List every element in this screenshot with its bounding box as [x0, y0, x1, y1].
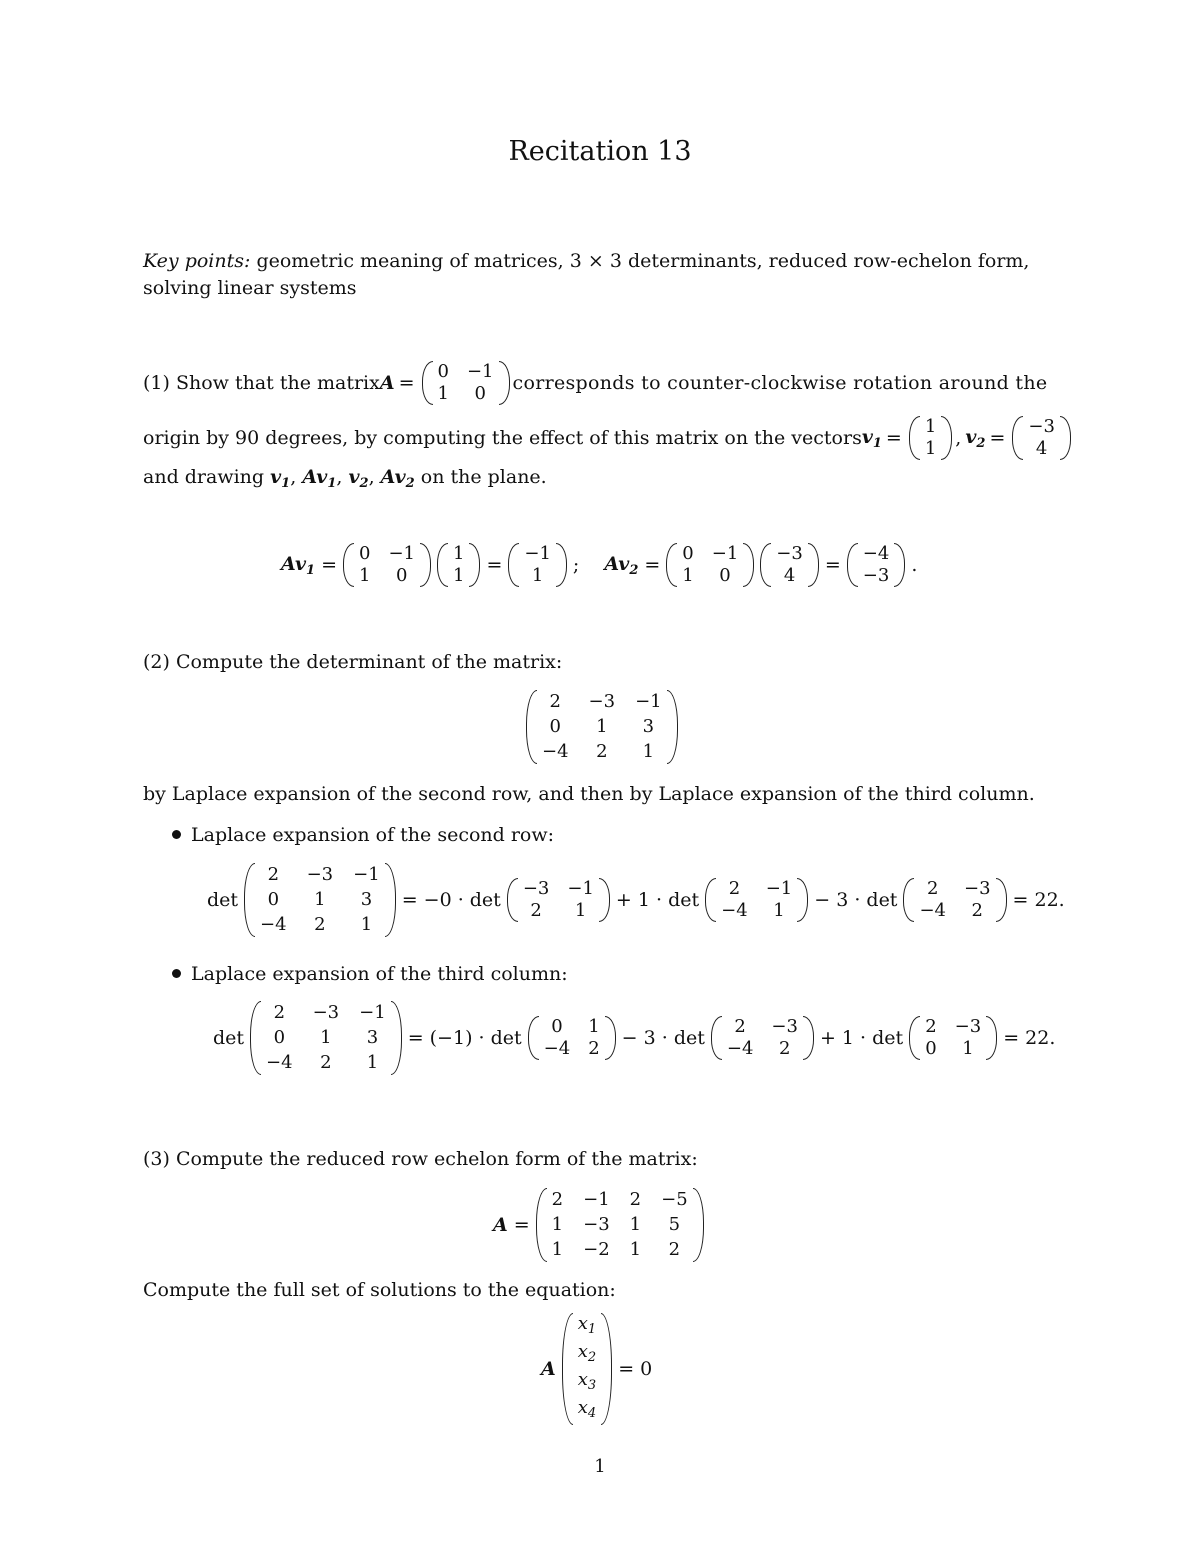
key-points-line-1 [143, 250, 1029, 272]
bullet-icon [172, 830, 181, 839]
problem-2-heading: (2) Compute the determinant of the matrix: [143, 651, 563, 673]
problem-1-solution: $Av_1$ = 0 −1 1 0 1 1 = −1 1 ; $Av_2$ = 0 −1 1 0 −3 4 = −4 −3 . [281, 543, 918, 586]
key-points-label: Key points: [143, 250, 251, 272]
second-row-expansion: det 2 −3 −1 0 1 3 −4 2 1 = −0 · det −3 −1 2 1 + 1 · det 2 −1 −4 1 − 3 · det 2 −3 −4 2 = 22. [207, 864, 1065, 935]
problem-3-matrix: A = 2 −1 2 −5 1 −3 1 5 1 −2 1 2 [490, 1184, 707, 1266]
key-points-text: geometric meaning of matrices, 3 × 3 determinants, reduced row-echelon form, [250, 250, 1030, 272]
key-points-line-2: solving linear systems [143, 277, 357, 299]
problem-3-instructions: Compute the full set of solutions to the equation: [143, 1279, 616, 1301]
problem-2-matrix: 2 −3 −1 0 1 3 −4 2 1 [523, 686, 681, 768]
page-number: 1 [594, 1456, 606, 1477]
problem-3-equation: A $x_1$ $x_2$ $x_3$ $x_4$ = 0 [538, 1314, 655, 1424]
vector-v2: −3 4 [1012, 416, 1071, 460]
matrix-A: 0 −1 1 0 [422, 361, 510, 405]
bullet-third-column: Laplace expansion of the third column: [172, 963, 568, 985]
page-title: Recitation 13 [508, 136, 692, 167]
third-column-expansion: det 2 −3 −1 0 1 3 −4 2 1 = (−1) · det 0 1 −4 2 − 3 · det 2 −3 −4 2 + 1 · det 2 −3 0 1 = 22. [213, 1002, 1056, 1073]
problem-2-instructions: by Laplace expansion of the second row, and then by Laplace expansion of the third column. [143, 783, 1035, 805]
problem-1-line-2: origin by 90 degrees, by computing the effect of this matrix on the vectors $v_1$ = 1 1 , $v_2$ = −3 4 [143, 410, 1074, 466]
vector-v1: 1 1 [909, 416, 952, 460]
bullet-second-row: Laplace expansion of the second row: [172, 824, 554, 846]
problem-1-line-1: (1) Show that the matrix A = 0 −1 1 0 corresponds to counter-clockwise rotation around the [143, 361, 1048, 404]
problem-3-heading: (3) Compute the reduced row echelon form of the matrix: [143, 1148, 698, 1170]
bullet-icon [172, 969, 181, 978]
problem-1-line-3: and drawing $v_1$, $Av_1$, $v_2$, $Av_2$ on the plane. [143, 466, 547, 491]
